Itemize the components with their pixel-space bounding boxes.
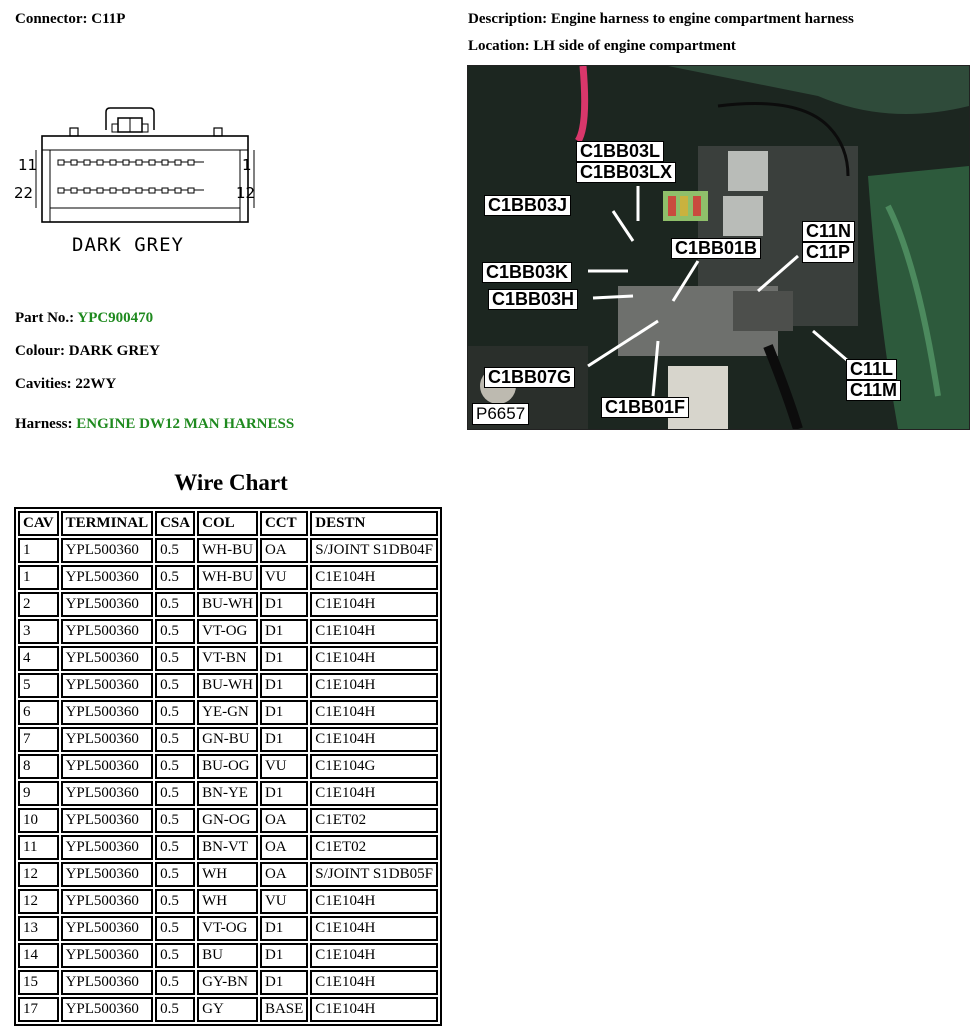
cell-terminal: YPL500360 bbox=[61, 538, 154, 563]
cell-cct: D1 bbox=[260, 619, 308, 644]
cell-terminal: YPL500360 bbox=[61, 916, 154, 941]
cell-cct: OA bbox=[260, 538, 308, 563]
cell-col: BN-VT bbox=[197, 835, 258, 860]
colour-line bbox=[15, 343, 160, 360]
cell-destn: C1E104H bbox=[310, 673, 438, 698]
callout-c1bb03l: C1BB03L bbox=[576, 141, 664, 162]
connector-line bbox=[15, 11, 125, 28]
location-line bbox=[468, 38, 736, 55]
cell-destn: C1ET02 bbox=[310, 808, 438, 833]
callout-c11m: C11M bbox=[846, 380, 901, 401]
cell-terminal: YPL500360 bbox=[61, 997, 154, 1022]
table-row bbox=[18, 727, 438, 752]
table-row bbox=[18, 619, 438, 644]
column-header-cav: CAV bbox=[18, 511, 59, 536]
cell-csa: 0.5 bbox=[155, 754, 195, 779]
cell-cav: 5 bbox=[18, 673, 59, 698]
cell-col: BU-OG bbox=[197, 754, 258, 779]
harness-label: Harness: bbox=[15, 416, 73, 432]
cell-csa: 0.5 bbox=[155, 997, 195, 1022]
cell-col: BU-WH bbox=[197, 592, 258, 617]
cell-cav: 11 bbox=[18, 835, 59, 860]
cell-destn: C1E104H bbox=[310, 889, 438, 914]
cell-cct: D1 bbox=[260, 592, 308, 617]
cell-cct: OA bbox=[260, 808, 308, 833]
cell-cav: 4 bbox=[18, 646, 59, 671]
cell-destn: C1E104H bbox=[310, 727, 438, 752]
column-header-terminal: TERMINAL bbox=[61, 511, 154, 536]
cavity-row-bottom bbox=[58, 188, 204, 193]
cell-csa: 0.5 bbox=[155, 889, 195, 914]
table-row bbox=[18, 943, 438, 968]
cell-cav: 3 bbox=[18, 619, 59, 644]
cell-csa: 0.5 bbox=[155, 538, 195, 563]
cell-cav: 13 bbox=[18, 916, 59, 941]
cavities-line bbox=[15, 376, 116, 393]
table-row bbox=[18, 646, 438, 671]
cell-cav: 8 bbox=[18, 754, 59, 779]
cell-terminal: YPL500360 bbox=[61, 700, 154, 725]
cell-terminal: YPL500360 bbox=[61, 673, 154, 698]
cell-csa: 0.5 bbox=[155, 619, 195, 644]
cell-cav: 9 bbox=[18, 781, 59, 806]
cell-cav: 6 bbox=[18, 700, 59, 725]
cell-cct: OA bbox=[260, 835, 308, 860]
cell-cav: 14 bbox=[18, 943, 59, 968]
cell-destn: C1ET02 bbox=[310, 835, 438, 860]
connector-colour-label: DARK GREY bbox=[72, 234, 184, 256]
cell-cav: 12 bbox=[18, 889, 59, 914]
connector-face-diagram bbox=[14, 100, 264, 260]
connector-label: Connector: bbox=[15, 11, 88, 27]
location-value: LH side of engine compartment bbox=[533, 38, 736, 54]
cell-destn: C1E104G bbox=[310, 754, 438, 779]
table-row bbox=[18, 565, 438, 590]
cell-csa: 0.5 bbox=[155, 862, 195, 887]
cell-col: VT-OG bbox=[197, 619, 258, 644]
cell-cav: 10 bbox=[18, 808, 59, 833]
callout-c11p: C11P bbox=[802, 242, 854, 263]
cavity-row-top bbox=[58, 160, 204, 165]
table-row bbox=[18, 754, 438, 779]
cell-terminal: YPL500360 bbox=[61, 619, 154, 644]
description-line bbox=[468, 11, 854, 28]
location-photo bbox=[467, 65, 970, 430]
cell-terminal: YPL500360 bbox=[61, 565, 154, 590]
cell-destn: C1E104H bbox=[310, 970, 438, 995]
cell-terminal: YPL500360 bbox=[61, 646, 154, 671]
column-header-csa: CSA bbox=[155, 511, 195, 536]
callout-c1bb03h: C1BB03H bbox=[488, 289, 578, 310]
cell-terminal: YPL500360 bbox=[61, 862, 154, 887]
cell-csa: 0.5 bbox=[155, 916, 195, 941]
cell-destn: C1E104H bbox=[310, 619, 438, 644]
cell-cav: 12 bbox=[18, 862, 59, 887]
cell-cct: OA bbox=[260, 862, 308, 887]
cell-destn: C1E104H bbox=[310, 916, 438, 941]
cell-terminal: YPL500360 bbox=[61, 943, 154, 968]
cell-destn: C1E104H bbox=[310, 781, 438, 806]
cell-cct: VU bbox=[260, 754, 308, 779]
wire-chart-title: Wire Chart bbox=[174, 470, 288, 495]
pin-label-bottom-left: 22 bbox=[14, 184, 34, 202]
cell-cav: 17 bbox=[18, 997, 59, 1022]
callout-c1bb07g: C1BB07G bbox=[484, 367, 575, 388]
cell-destn: C1E104H bbox=[310, 943, 438, 968]
part-no-line bbox=[15, 310, 153, 327]
callout-c1bb01f: C1BB01F bbox=[601, 397, 689, 418]
cell-cav: 1 bbox=[18, 538, 59, 563]
cell-csa: 0.5 bbox=[155, 700, 195, 725]
callout-c11l: C11L bbox=[846, 359, 897, 380]
cell-col: GY-BN bbox=[197, 970, 258, 995]
cell-destn: C1E104H bbox=[310, 565, 438, 590]
cell-cct: D1 bbox=[260, 781, 308, 806]
column-header-col: COL bbox=[197, 511, 258, 536]
cell-destn: S/JOINT S1DB04F bbox=[310, 538, 438, 563]
cell-col: GY bbox=[197, 997, 258, 1022]
cell-csa: 0.5 bbox=[155, 565, 195, 590]
table-row bbox=[18, 781, 438, 806]
description-label: Description: bbox=[468, 11, 548, 27]
column-header-destn: DESTN bbox=[310, 511, 438, 536]
table-row bbox=[18, 700, 438, 725]
callout-c1bb03j: C1BB03J bbox=[484, 195, 571, 216]
connector-value: C11P bbox=[91, 11, 126, 27]
pin-label-bottom-right: 12 bbox=[236, 184, 256, 202]
cell-csa: 0.5 bbox=[155, 943, 195, 968]
cell-cct: D1 bbox=[260, 700, 308, 725]
pin-label-top-left: 11 bbox=[18, 156, 38, 174]
table-row bbox=[18, 997, 438, 1022]
cell-csa: 0.5 bbox=[155, 808, 195, 833]
cell-csa: 0.5 bbox=[155, 835, 195, 860]
cell-cct: D1 bbox=[260, 970, 308, 995]
cell-cct: D1 bbox=[260, 727, 308, 752]
colour-value: DARK GREY bbox=[68, 343, 161, 359]
photo-id: P6657 bbox=[472, 403, 529, 425]
harness-link[interactable]: ENGINE DW12 MAN HARNESS bbox=[76, 416, 295, 432]
table-header-row bbox=[18, 511, 438, 536]
cell-col: GN-BU bbox=[197, 727, 258, 752]
cavities-label: Cavities: bbox=[15, 376, 72, 392]
cell-terminal: YPL500360 bbox=[61, 889, 154, 914]
table-row bbox=[18, 970, 438, 995]
table-row bbox=[18, 835, 438, 860]
cell-destn: C1E104H bbox=[310, 700, 438, 725]
cell-terminal: YPL500360 bbox=[61, 727, 154, 752]
cell-col: VT-BN bbox=[197, 646, 258, 671]
harness-line bbox=[15, 416, 294, 433]
cell-cct: D1 bbox=[260, 916, 308, 941]
cell-cav: 15 bbox=[18, 970, 59, 995]
cell-cav: 1 bbox=[18, 565, 59, 590]
colour-label: Colour: bbox=[15, 343, 65, 359]
table-row bbox=[18, 808, 438, 833]
table-row bbox=[18, 889, 438, 914]
cell-terminal: YPL500360 bbox=[61, 592, 154, 617]
cell-terminal: YPL500360 bbox=[61, 754, 154, 779]
cell-destn: S/JOINT S1DB05F bbox=[310, 862, 438, 887]
location-label: Location: bbox=[468, 38, 530, 54]
part-no-link[interactable]: YPC900470 bbox=[77, 310, 154, 326]
cell-col: BN-YE bbox=[197, 781, 258, 806]
cell-terminal: YPL500360 bbox=[61, 808, 154, 833]
cell-cct: VU bbox=[260, 565, 308, 590]
cell-csa: 0.5 bbox=[155, 646, 195, 671]
cell-destn: C1E104H bbox=[310, 997, 438, 1022]
cell-cct: D1 bbox=[260, 943, 308, 968]
cell-terminal: YPL500360 bbox=[61, 970, 154, 995]
description-value: Engine harness to engine compartment harness bbox=[550, 11, 854, 27]
table-row bbox=[18, 538, 438, 563]
cell-col: BU-WH bbox=[197, 673, 258, 698]
cell-terminal: YPL500360 bbox=[61, 781, 154, 806]
cavities-value: 22WY bbox=[75, 376, 117, 392]
table-row bbox=[18, 916, 438, 941]
wire-chart-table bbox=[14, 507, 442, 1026]
callout-c1bb01b: C1BB01B bbox=[671, 238, 761, 259]
cell-csa: 0.5 bbox=[155, 781, 195, 806]
cell-csa: 0.5 bbox=[155, 592, 195, 617]
cell-terminal: YPL500360 bbox=[61, 835, 154, 860]
pin-label-top-right: 1 bbox=[242, 156, 252, 174]
cell-col: YE-GN bbox=[197, 700, 258, 725]
cell-col: WH bbox=[197, 862, 258, 887]
table-row bbox=[18, 592, 438, 617]
callout-c1bb03lx: C1BB03LX bbox=[576, 162, 676, 183]
callout-c11n: C11N bbox=[802, 221, 855, 242]
cell-cct: BASE bbox=[260, 997, 308, 1022]
cell-cav: 7 bbox=[18, 727, 59, 752]
cell-csa: 0.5 bbox=[155, 727, 195, 752]
cell-col: BU bbox=[197, 943, 258, 968]
cell-col: VT-OG bbox=[197, 916, 258, 941]
cell-cct: D1 bbox=[260, 673, 308, 698]
cell-cav: 2 bbox=[18, 592, 59, 617]
callout-c1bb03k: C1BB03K bbox=[482, 262, 572, 283]
cell-col: WH-BU bbox=[197, 538, 258, 563]
table-row bbox=[18, 862, 438, 887]
cell-col: GN-OG bbox=[197, 808, 258, 833]
cell-cct: D1 bbox=[260, 646, 308, 671]
cell-destn: C1E104H bbox=[310, 592, 438, 617]
cell-csa: 0.5 bbox=[155, 970, 195, 995]
cell-destn: C1E104H bbox=[310, 646, 438, 671]
table-row bbox=[18, 673, 438, 698]
cell-col: WH bbox=[197, 889, 258, 914]
column-header-cct: CCT bbox=[260, 511, 308, 536]
part-no-label: Part No.: bbox=[15, 310, 75, 326]
cell-col: WH-BU bbox=[197, 565, 258, 590]
cell-csa: 0.5 bbox=[155, 673, 195, 698]
cell-cct: VU bbox=[260, 889, 308, 914]
